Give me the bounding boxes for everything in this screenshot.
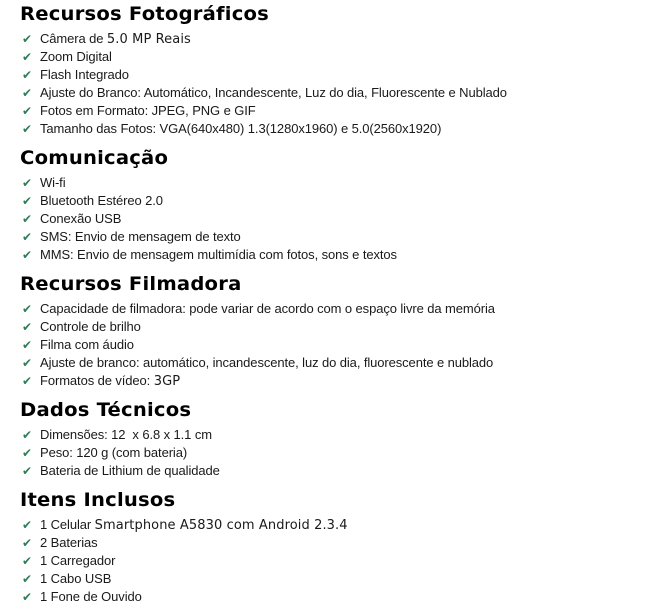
text-segment: 1 Celular xyxy=(40,517,95,532)
spec-section xyxy=(20,490,635,606)
section-list xyxy=(20,300,635,390)
check-icon: ✔ xyxy=(22,248,33,262)
check-icon: ✔ xyxy=(22,320,33,334)
section-title: Itens Inclusos xyxy=(20,489,176,511)
list-item xyxy=(20,552,635,570)
section-title: Recursos Filmadora xyxy=(20,273,242,295)
section-list xyxy=(20,426,635,480)
list-item-text xyxy=(40,426,212,444)
text-segment: Peso: 120 g (com bateria) xyxy=(40,445,188,460)
check-icon: ✔ xyxy=(22,176,33,190)
list-item xyxy=(20,210,635,228)
check-icon: ✔ xyxy=(22,428,33,442)
check-icon: ✔ xyxy=(22,50,33,64)
text-segment: Wi-fi xyxy=(40,175,66,190)
list-item-text xyxy=(40,318,141,336)
list-item xyxy=(20,300,635,318)
list-item-text xyxy=(40,246,397,264)
list-item-text xyxy=(40,372,180,391)
list-item xyxy=(20,570,635,588)
section-title: Dados Técnicos xyxy=(20,399,192,421)
check-icon: ✔ xyxy=(22,194,33,208)
list-item xyxy=(20,354,635,372)
list-item-text xyxy=(40,516,348,535)
section-list xyxy=(20,174,635,264)
list-item xyxy=(20,426,635,444)
check-icon: ✔ xyxy=(22,122,33,136)
text-segment: Formatos de vídeo: xyxy=(40,373,154,388)
spec-section xyxy=(20,148,635,264)
text-segment: Bateria de Lithium de qualidade xyxy=(40,463,220,478)
list-item xyxy=(20,246,635,264)
section-list xyxy=(20,516,635,606)
check-icon: ✔ xyxy=(22,338,33,352)
list-item-text xyxy=(40,174,66,192)
list-item xyxy=(20,516,635,534)
list-item-text xyxy=(40,444,187,462)
list-item-text xyxy=(40,336,134,354)
text-segment: 2 Baterias xyxy=(40,535,98,550)
check-icon: ✔ xyxy=(22,374,33,388)
check-icon: ✔ xyxy=(22,446,33,460)
list-item xyxy=(20,228,635,246)
list-item xyxy=(20,372,635,390)
list-item xyxy=(20,336,635,354)
check-icon: ✔ xyxy=(22,356,33,370)
list-item xyxy=(20,48,635,66)
list-item-text xyxy=(40,534,98,552)
list-item-text xyxy=(40,570,111,588)
list-item xyxy=(20,318,635,336)
list-item-text xyxy=(40,30,191,49)
text-segment: Ajuste do Branco: Automático, Incandescente, Luz do dia, Fluorescente e Nublado xyxy=(40,85,507,100)
spec-section xyxy=(20,4,635,138)
list-item xyxy=(20,66,635,84)
text-segment: 1 Fone de Ouvido xyxy=(40,589,142,604)
list-item-text xyxy=(40,48,112,66)
text-segment: Tamanho das Fotos: VGA(640x480) 1.3(1280x1960) e 5.0(2560x1920) xyxy=(40,121,442,136)
check-icon: ✔ xyxy=(22,518,33,532)
section-title: Comunicação xyxy=(20,147,169,169)
check-icon: ✔ xyxy=(22,590,33,604)
text-segment: Zoom Digital xyxy=(40,49,112,64)
text-segment: Conexão USB xyxy=(40,211,122,226)
list-item-text xyxy=(40,192,163,210)
list-item-text xyxy=(40,210,121,228)
check-icon: ✔ xyxy=(22,536,33,550)
list-item-text xyxy=(40,228,241,246)
list-item xyxy=(20,534,635,552)
text-segment: Ajuste de branco: automático, incandescente, luz do dia, fluorescente e nublado xyxy=(40,355,494,370)
check-icon: ✔ xyxy=(22,464,33,478)
text-segment: 3GP xyxy=(153,374,181,389)
list-item xyxy=(20,462,635,480)
check-icon: ✔ xyxy=(22,104,33,118)
list-item-text xyxy=(40,102,256,120)
spec-section xyxy=(20,274,635,390)
spec-section xyxy=(20,400,635,480)
text-segment: SMS: Envio de mensagem de texto xyxy=(40,229,241,244)
check-icon: ✔ xyxy=(22,32,33,46)
text-segment: 1 Carregador xyxy=(40,553,116,568)
list-item-text xyxy=(40,300,495,318)
check-icon: ✔ xyxy=(22,572,33,586)
list-item-text xyxy=(40,120,441,138)
text-segment: Filma com áudio xyxy=(40,337,134,352)
list-item xyxy=(20,84,635,102)
list-item-text xyxy=(40,354,493,372)
list-item-text xyxy=(40,462,220,480)
text-segment: Controle de brilho xyxy=(40,319,141,334)
list-item-text xyxy=(40,588,142,606)
list-item xyxy=(20,174,635,192)
list-item xyxy=(20,30,635,48)
list-item-text xyxy=(40,66,129,84)
text-segment: Capacidade de filmadora: pode variar de acordo com o espaço livre da memória xyxy=(40,301,495,316)
text-segment: 1 Cabo USB xyxy=(40,571,112,586)
check-icon: ✔ xyxy=(22,86,33,100)
text-segment: Bluetooth Estéreo 2.0 xyxy=(40,193,163,208)
text-segment: Fotos em Formato: JPEG, PNG e GIF xyxy=(40,103,256,118)
text-segment: Câmera de xyxy=(40,31,107,46)
check-icon: ✔ xyxy=(22,302,33,316)
text-segment: Flash Integrado xyxy=(40,67,129,82)
section-title: Recursos Fotográficos xyxy=(20,3,270,25)
list-item-text xyxy=(40,84,507,102)
section-list xyxy=(20,30,635,138)
text-segment: 5.0 MP Reais xyxy=(106,32,191,47)
list-item xyxy=(20,192,635,210)
check-icon: ✔ xyxy=(22,554,33,568)
list-item xyxy=(20,120,635,138)
list-item xyxy=(20,102,635,120)
list-item xyxy=(20,588,635,606)
text-segment: Dimensões: 12 x 6.8 x 1.1 cm xyxy=(40,427,212,442)
text-segment: Smartphone A5830 com Android 2.3.4 xyxy=(94,518,348,533)
list-item-text xyxy=(40,552,115,570)
text-segment: MMS: Envio de mensagem multimídia com fotos, sons e textos xyxy=(40,247,397,262)
check-icon: ✔ xyxy=(22,230,33,244)
check-icon: ✔ xyxy=(22,68,33,82)
check-icon: ✔ xyxy=(22,212,33,226)
list-item xyxy=(20,444,635,462)
